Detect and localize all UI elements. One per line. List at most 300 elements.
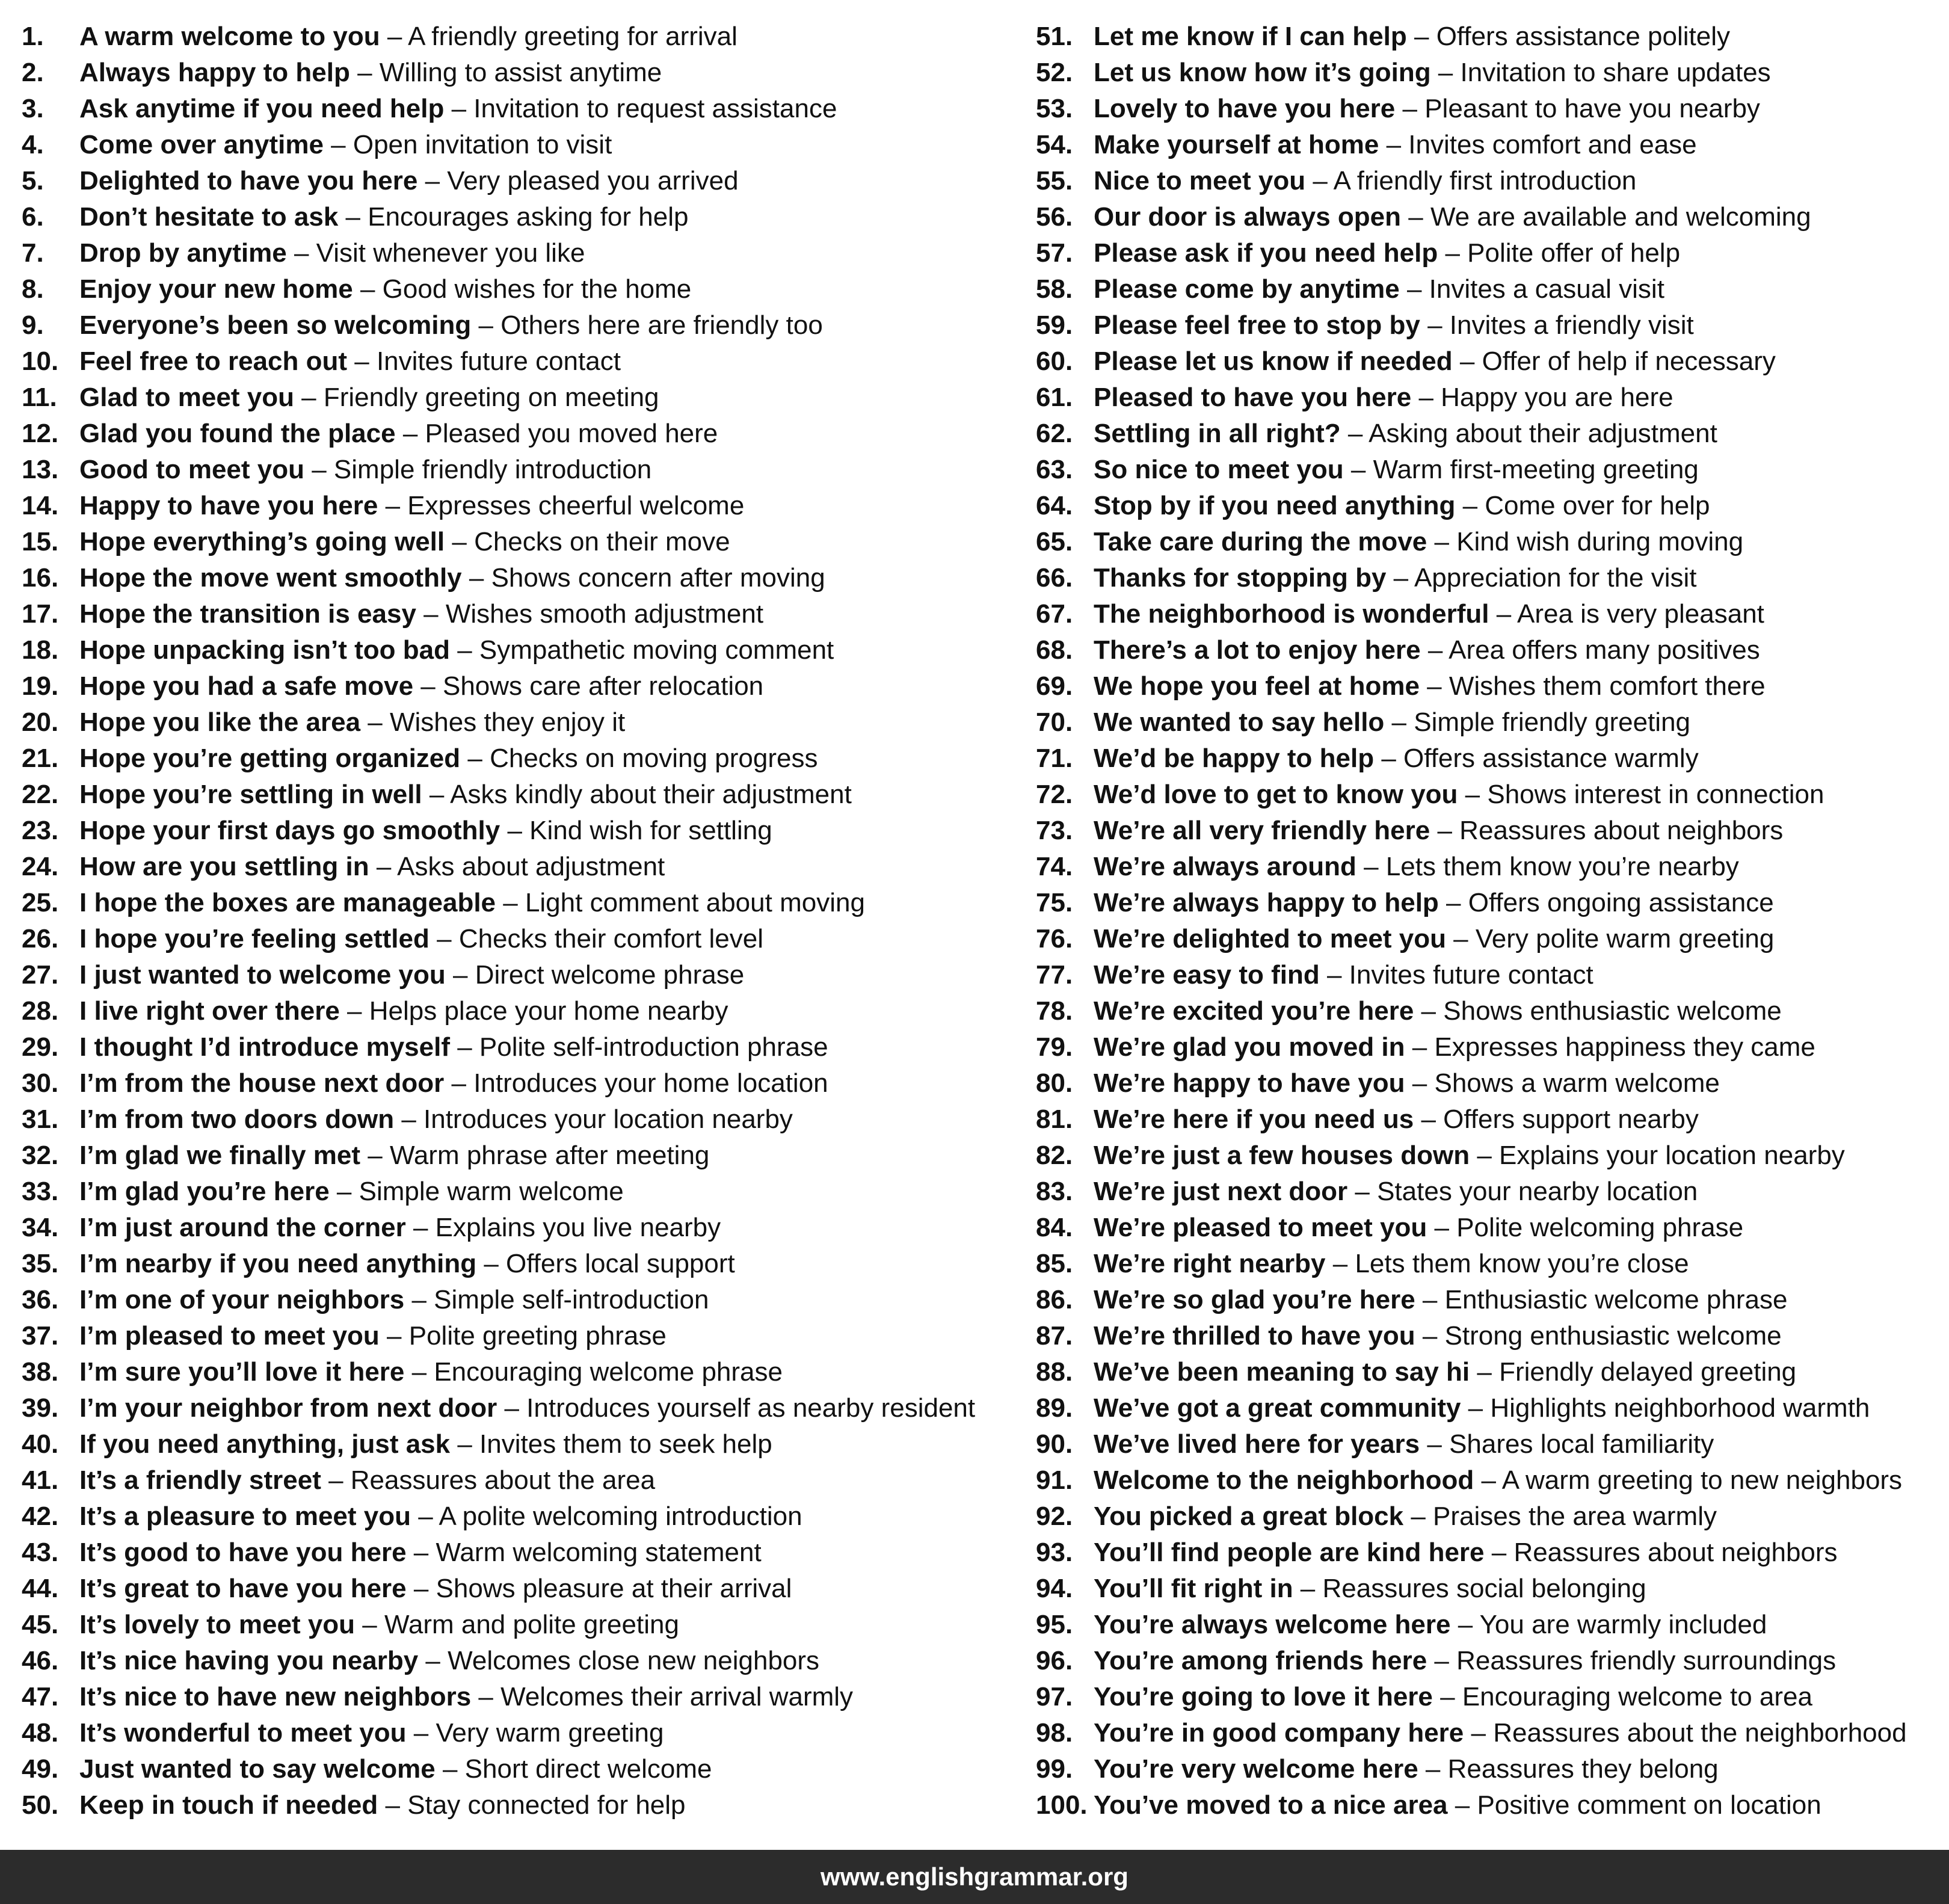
item-phrase: We’re so glad you’re here bbox=[1094, 1285, 1415, 1314]
item-separator: – bbox=[1411, 383, 1441, 412]
item-meaning: Reassures about neighbors bbox=[1459, 816, 1784, 845]
item-number: 60. bbox=[1036, 347, 1073, 376]
item-meaning: Polite welcoming phrase bbox=[1456, 1213, 1744, 1242]
list-item bbox=[22, 560, 1008, 596]
item-number: 82. bbox=[1036, 1141, 1073, 1170]
item-separator: – bbox=[1379, 130, 1409, 159]
list-item bbox=[1036, 1390, 1938, 1426]
list-item bbox=[1036, 452, 1938, 488]
item-phrase: It’s a pleasure to meet you bbox=[79, 1502, 411, 1531]
list-item bbox=[1036, 993, 1938, 1029]
item-separator: – bbox=[1461, 1393, 1491, 1423]
item-meaning: Kind wish for settling bbox=[529, 816, 772, 845]
item-separator: – bbox=[450, 1429, 480, 1459]
item-separator: – bbox=[1399, 274, 1429, 304]
item-phrase: I’m from two doors down bbox=[79, 1105, 395, 1134]
item-number: 63. bbox=[1036, 455, 1073, 484]
item-phrase: We’re right nearby bbox=[1094, 1249, 1326, 1278]
item-phrase: Stop by if you need anything bbox=[1094, 491, 1456, 520]
item-number: 12. bbox=[22, 419, 59, 448]
item-meaning: Asks kindly about their adjustment bbox=[450, 780, 852, 809]
item-separator: – bbox=[1450, 1610, 1480, 1639]
item-number: 96. bbox=[1036, 1646, 1073, 1675]
item-phrase: Welcome to the neighborhood bbox=[1094, 1465, 1474, 1495]
list-item bbox=[22, 741, 1008, 777]
item-separator: – bbox=[349, 58, 380, 87]
item-separator: – bbox=[416, 599, 446, 629]
item-separator: – bbox=[1455, 491, 1485, 520]
item-meaning: Short direct welcome bbox=[464, 1754, 712, 1784]
item-number: 51. bbox=[1036, 22, 1073, 51]
item-number: 38. bbox=[22, 1357, 59, 1387]
item-meaning: Good wishes for the home bbox=[382, 274, 692, 304]
item-meaning: Encouraging welcome phrase bbox=[434, 1357, 783, 1387]
item-number: 47. bbox=[22, 1682, 59, 1711]
item-phrase: Drop by anytime bbox=[79, 238, 287, 268]
item-meaning: Positive comment on location bbox=[1477, 1790, 1821, 1820]
item-meaning: Very pleased you arrived bbox=[447, 166, 739, 196]
item-phrase: I thought I’d introduce myself bbox=[79, 1032, 450, 1062]
list-item bbox=[22, 1246, 1008, 1282]
item-number: 31. bbox=[22, 1105, 59, 1134]
item-phrase: You’re among friends here bbox=[1094, 1646, 1427, 1675]
item-number: 2. bbox=[22, 58, 44, 87]
item-separator: – bbox=[1405, 1068, 1435, 1098]
item-number: 95. bbox=[1036, 1610, 1073, 1639]
phrase-list-left bbox=[22, 19, 1008, 1823]
list-item bbox=[1036, 1751, 1938, 1787]
list-item bbox=[1036, 524, 1938, 560]
item-separator: – bbox=[406, 1718, 436, 1748]
item-separator: – bbox=[378, 491, 408, 520]
item-phrase: Please let us know if needed bbox=[1094, 347, 1453, 376]
item-separator: – bbox=[1347, 1177, 1378, 1206]
item-number: 28. bbox=[22, 996, 59, 1026]
list-item bbox=[22, 813, 1008, 849]
item-meaning: Very warm greeting bbox=[436, 1718, 664, 1748]
item-meaning: You are warmly included bbox=[1479, 1610, 1767, 1639]
item-phrase: You’ll fit right in bbox=[1094, 1574, 1293, 1603]
list-item bbox=[22, 91, 1008, 127]
item-meaning: Willing to assist anytime bbox=[379, 58, 662, 87]
item-number: 85. bbox=[1036, 1249, 1073, 1278]
item-phrase: A warm welcome to you bbox=[79, 22, 380, 51]
item-meaning: Asking about their adjustment bbox=[1369, 419, 1717, 448]
item-meaning: Shares local familiarity bbox=[1449, 1429, 1714, 1459]
list-item bbox=[22, 488, 1008, 524]
item-number: 93. bbox=[1036, 1538, 1073, 1567]
item-phrase: You picked a great block bbox=[1094, 1502, 1404, 1531]
item-number: 86. bbox=[1036, 1285, 1073, 1314]
list-item bbox=[22, 668, 1008, 704]
item-separator: – bbox=[286, 238, 316, 268]
item-number: 91. bbox=[1036, 1465, 1073, 1495]
item-separator: – bbox=[353, 274, 383, 304]
list-item bbox=[1036, 1065, 1938, 1101]
list-item bbox=[22, 199, 1008, 235]
item-number: 90. bbox=[1036, 1429, 1073, 1459]
item-separator: – bbox=[323, 130, 353, 159]
item-separator: – bbox=[471, 310, 501, 340]
item-separator: – bbox=[1420, 310, 1450, 340]
item-number: 87. bbox=[1036, 1321, 1073, 1351]
item-separator: – bbox=[378, 1790, 408, 1820]
item-separator: – bbox=[347, 347, 377, 376]
item-number: 6. bbox=[22, 202, 44, 232]
item-number: 100. bbox=[1036, 1790, 1088, 1820]
item-phrase: We’re always happy to help bbox=[1094, 888, 1439, 917]
item-meaning: Others here are friendly too bbox=[500, 310, 823, 340]
item-phrase: Hope you’re settling in well bbox=[79, 780, 422, 809]
list-item bbox=[22, 524, 1008, 560]
item-phrase: How are you settling in bbox=[79, 852, 369, 881]
list-item bbox=[1036, 344, 1938, 380]
item-number: 98. bbox=[1036, 1718, 1073, 1748]
item-number: 41. bbox=[22, 1465, 59, 1495]
item-separator: – bbox=[1374, 744, 1404, 773]
list-item bbox=[22, 993, 1008, 1029]
item-number: 1. bbox=[22, 22, 44, 51]
item-number: 75. bbox=[1036, 888, 1073, 917]
item-phrase: Hope you like the area bbox=[79, 707, 361, 737]
item-meaning: Warm first-meeting greeting bbox=[1373, 455, 1699, 484]
item-phrase: You’ve moved to a nice area bbox=[1094, 1790, 1448, 1820]
item-number: 37. bbox=[22, 1321, 59, 1351]
item-phrase: Feel free to reach out bbox=[79, 347, 348, 376]
item-number: 67. bbox=[1036, 599, 1073, 629]
item-number: 92. bbox=[1036, 1502, 1073, 1531]
list-item bbox=[1036, 777, 1938, 813]
item-phrase: I hope the boxes are manageable bbox=[79, 888, 496, 917]
item-number: 20. bbox=[22, 707, 59, 737]
item-phrase: We’ve lived here for years bbox=[1094, 1429, 1420, 1459]
item-meaning: Friendly greeting on meeting bbox=[323, 383, 659, 412]
item-separator: – bbox=[1430, 58, 1461, 87]
item-number: 15. bbox=[22, 527, 59, 556]
list-item bbox=[22, 1499, 1008, 1535]
item-phrase: We’ve got a great community bbox=[1094, 1393, 1461, 1423]
item-meaning: Welcomes close new neighbors bbox=[448, 1646, 820, 1675]
item-meaning: Simple self-introduction bbox=[434, 1285, 709, 1314]
list-item bbox=[1036, 921, 1938, 957]
list-item bbox=[1036, 668, 1938, 704]
list-item bbox=[1036, 1607, 1938, 1643]
item-meaning: Encouraging welcome to area bbox=[1462, 1682, 1812, 1711]
item-meaning: States your nearby location bbox=[1377, 1177, 1698, 1206]
list-item bbox=[1036, 1499, 1938, 1535]
footer-bar bbox=[0, 1850, 1949, 1904]
list-item bbox=[1036, 1354, 1938, 1390]
item-number: 16. bbox=[22, 563, 59, 593]
item-meaning: Warm and polite greeting bbox=[384, 1610, 679, 1639]
item-phrase: You’re in good company here bbox=[1094, 1718, 1464, 1748]
item-phrase: You’re going to love it here bbox=[1094, 1682, 1433, 1711]
item-separator: – bbox=[422, 780, 451, 809]
item-separator: – bbox=[1438, 238, 1468, 268]
item-meaning: Offer of help if necessary bbox=[1482, 347, 1776, 376]
list-item bbox=[1036, 1246, 1938, 1282]
item-number: 25. bbox=[22, 888, 59, 917]
item-phrase: Pleased to have you here bbox=[1094, 383, 1412, 412]
item-meaning: Shows concern after moving bbox=[491, 563, 825, 593]
item-meaning: Reassures they belong bbox=[1447, 1754, 1719, 1784]
list-item bbox=[1036, 235, 1938, 271]
item-separator: – bbox=[1293, 1574, 1323, 1603]
item-phrase: Everyone’s been so welcoming bbox=[79, 310, 472, 340]
item-phrase: Hope you’re getting organized bbox=[79, 744, 461, 773]
list-item bbox=[1036, 1174, 1938, 1210]
item-number: 81. bbox=[1036, 1105, 1073, 1134]
item-separator: – bbox=[476, 1249, 506, 1278]
item-number: 57. bbox=[1036, 238, 1073, 268]
item-meaning: Happy you are here bbox=[1441, 383, 1673, 412]
list-item bbox=[22, 19, 1008, 55]
item-separator: – bbox=[1470, 1141, 1500, 1170]
item-separator: – bbox=[1430, 816, 1460, 845]
item-meaning: Offers assistance politely bbox=[1436, 22, 1730, 51]
item-phrase: I’m just around the corner bbox=[79, 1213, 406, 1242]
list-item bbox=[22, 1462, 1008, 1499]
item-separator: – bbox=[360, 707, 390, 737]
item-separator: – bbox=[1403, 1502, 1433, 1531]
item-meaning: Offers ongoing assistance bbox=[1468, 888, 1774, 917]
item-number: 56. bbox=[1036, 202, 1073, 232]
item-separator: – bbox=[411, 1502, 439, 1531]
list-item bbox=[22, 1065, 1008, 1101]
item-separator: – bbox=[496, 888, 525, 917]
item-phrase: It’s lovely to meet you bbox=[79, 1610, 356, 1639]
item-separator: – bbox=[406, 1574, 436, 1603]
item-number: 78. bbox=[1036, 996, 1073, 1026]
item-separator: – bbox=[1384, 707, 1414, 737]
item-phrase: Glad to meet you bbox=[79, 383, 294, 412]
item-phrase: Keep in touch if needed bbox=[79, 1790, 378, 1820]
item-number: 52. bbox=[1036, 58, 1073, 87]
item-number: 23. bbox=[22, 816, 59, 845]
item-meaning: Wishes them comfort there bbox=[1449, 671, 1766, 701]
item-meaning: Invitation to request assistance bbox=[473, 94, 837, 123]
item-separator: – bbox=[379, 1321, 409, 1351]
item-separator: – bbox=[497, 1393, 527, 1423]
item-meaning: Reassures about the area bbox=[350, 1465, 656, 1495]
item-phrase: Enjoy your new home bbox=[79, 274, 353, 304]
item-meaning: Encourages asking for help bbox=[368, 202, 689, 232]
item-phrase: Good to meet you bbox=[79, 455, 304, 484]
item-separator: – bbox=[417, 166, 448, 196]
item-number: 36. bbox=[22, 1285, 59, 1314]
item-number: 21. bbox=[22, 744, 59, 773]
item-number: 49. bbox=[22, 1754, 59, 1784]
list-item bbox=[1036, 1282, 1938, 1318]
item-number: 24. bbox=[22, 852, 59, 881]
list-item bbox=[22, 1282, 1008, 1318]
list-item bbox=[22, 344, 1008, 380]
item-phrase: Always happy to help bbox=[79, 58, 350, 87]
item-meaning: Helps place your home nearby bbox=[369, 996, 728, 1026]
list-item bbox=[1036, 632, 1938, 668]
item-separator: – bbox=[1438, 888, 1468, 917]
item-phrase: I’m glad you’re here bbox=[79, 1177, 330, 1206]
item-separator: – bbox=[1447, 1790, 1477, 1820]
list-item bbox=[1036, 741, 1938, 777]
item-number: 69. bbox=[1036, 671, 1073, 701]
item-meaning: Shows a warm welcome bbox=[1434, 1068, 1720, 1098]
list-item bbox=[1036, 1318, 1938, 1354]
item-phrase: I’m your neighbor from next door bbox=[79, 1393, 497, 1423]
item-number: 72. bbox=[1036, 780, 1073, 809]
item-number: 26. bbox=[22, 924, 59, 954]
item-phrase: Hope you had a safe move bbox=[79, 671, 414, 701]
list-item bbox=[1036, 1462, 1938, 1499]
item-number: 76. bbox=[1036, 924, 1073, 954]
list-item bbox=[1036, 1715, 1938, 1751]
item-number: 79. bbox=[1036, 1032, 1073, 1062]
item-number: 77. bbox=[1036, 960, 1073, 990]
item-separator: – bbox=[360, 1141, 390, 1170]
item-separator: – bbox=[1474, 1465, 1502, 1495]
item-number: 45. bbox=[22, 1610, 59, 1639]
list-item bbox=[1036, 1643, 1938, 1679]
item-meaning: We are available and welcoming bbox=[1430, 202, 1811, 232]
list-item bbox=[1036, 560, 1938, 596]
item-phrase: Happy to have you here bbox=[79, 491, 378, 520]
item-number: 8. bbox=[22, 274, 44, 304]
item-meaning: Expresses happiness they came bbox=[1434, 1032, 1815, 1062]
list-item bbox=[1036, 1138, 1938, 1174]
list-item bbox=[1036, 271, 1938, 307]
item-separator: – bbox=[404, 1285, 434, 1314]
list-item bbox=[1036, 1787, 1938, 1823]
list-item bbox=[1036, 957, 1938, 993]
item-separator: – bbox=[1414, 996, 1444, 1026]
item-separator: – bbox=[1427, 527, 1457, 556]
item-phrase: I hope you’re feeling settled bbox=[79, 924, 430, 954]
list-item bbox=[22, 1643, 1008, 1679]
item-phrase: Thanks for stopping by bbox=[1094, 563, 1387, 593]
list-item bbox=[22, 1101, 1008, 1138]
item-number: 80. bbox=[1036, 1068, 1073, 1098]
item-number: 29. bbox=[22, 1032, 59, 1062]
item-separator: – bbox=[413, 671, 443, 701]
item-separator: – bbox=[355, 1610, 384, 1639]
item-meaning: Shows care after relocation bbox=[442, 671, 764, 701]
list-item bbox=[1036, 1679, 1938, 1715]
item-meaning: Offers support nearby bbox=[1443, 1105, 1699, 1134]
item-separator: – bbox=[329, 1177, 359, 1206]
item-number: 34. bbox=[22, 1213, 59, 1242]
item-phrase: Glad you found the place bbox=[79, 419, 396, 448]
item-phrase: I’m pleased to meet you bbox=[79, 1321, 380, 1351]
item-meaning: Pleased you moved here bbox=[425, 419, 718, 448]
list-item bbox=[1036, 596, 1938, 632]
item-meaning: Reassures about neighbors bbox=[1513, 1538, 1838, 1567]
item-number: 66. bbox=[1036, 563, 1073, 593]
list-item bbox=[1036, 199, 1938, 235]
item-meaning: Direct welcome phrase bbox=[475, 960, 745, 990]
item-meaning: Invites them to seek help bbox=[479, 1429, 772, 1459]
item-separator: – bbox=[1414, 1105, 1444, 1134]
item-phrase: Hope the move went smoothly bbox=[79, 563, 462, 593]
item-separator: – bbox=[500, 816, 530, 845]
item-number: 33. bbox=[22, 1177, 59, 1206]
item-phrase: Take care during the move bbox=[1094, 527, 1427, 556]
item-meaning: Area offers many positives bbox=[1449, 635, 1760, 665]
item-number: 73. bbox=[1036, 816, 1073, 845]
item-separator: – bbox=[1432, 1682, 1462, 1711]
item-phrase: It’s nice having you nearby bbox=[79, 1646, 419, 1675]
item-phrase: Please come by anytime bbox=[1094, 274, 1400, 304]
item-number: 61. bbox=[1036, 383, 1073, 412]
item-meaning: Appreciation for the visit bbox=[1414, 563, 1697, 593]
item-separator: – bbox=[445, 527, 475, 556]
item-phrase: You’ll find people are kind here bbox=[1094, 1538, 1485, 1567]
item-phrase: We hope you feel at home bbox=[1094, 671, 1420, 701]
list-item bbox=[22, 1751, 1008, 1787]
item-number: 74. bbox=[1036, 852, 1073, 881]
item-meaning: Polite offer of help bbox=[1467, 238, 1681, 268]
list-item bbox=[1036, 1535, 1938, 1571]
item-meaning: Explains your location nearby bbox=[1499, 1141, 1845, 1170]
item-separator: – bbox=[404, 1357, 434, 1387]
item-separator: – bbox=[1427, 1213, 1457, 1242]
list-item bbox=[22, 1174, 1008, 1210]
item-meaning: Sympathetic moving comment bbox=[479, 635, 834, 665]
item-separator: – bbox=[1343, 455, 1373, 484]
item-number: 42. bbox=[22, 1502, 59, 1531]
list-item bbox=[22, 1715, 1008, 1751]
item-number: 11. bbox=[22, 383, 57, 412]
item-number: 68. bbox=[1036, 635, 1073, 665]
item-phrase: I’m glad we finally met bbox=[79, 1141, 361, 1170]
item-separator: – bbox=[450, 1032, 479, 1062]
item-meaning: Wishes smooth adjustment bbox=[445, 599, 764, 629]
item-separator: – bbox=[1305, 166, 1334, 196]
list-item bbox=[1036, 1426, 1938, 1462]
list-item bbox=[22, 1210, 1008, 1246]
item-number: 27. bbox=[22, 960, 59, 990]
item-number: 43. bbox=[22, 1538, 59, 1567]
item-phrase: I just wanted to welcome you bbox=[79, 960, 446, 990]
item-separator: – bbox=[450, 635, 479, 665]
item-number: 3. bbox=[22, 94, 44, 123]
item-phrase: Hope your first days go smoothly bbox=[79, 816, 500, 845]
item-separator: – bbox=[1340, 419, 1369, 448]
list-item bbox=[22, 921, 1008, 957]
item-separator: – bbox=[1484, 1538, 1514, 1567]
item-phrase: Nice to meet you bbox=[1094, 166, 1306, 196]
item-phrase: It’s nice to have new neighbors bbox=[79, 1682, 472, 1711]
item-meaning: Reassures friendly surroundings bbox=[1456, 1646, 1837, 1675]
item-phrase: You’re very welcome here bbox=[1094, 1754, 1418, 1784]
list-item bbox=[1036, 704, 1938, 741]
footer-website: www.englishgrammar.org bbox=[821, 1862, 1128, 1891]
item-meaning: Checks on their move bbox=[474, 527, 730, 556]
item-phrase: Make yourself at home bbox=[1094, 130, 1379, 159]
item-separator: – bbox=[304, 455, 334, 484]
item-number: 9. bbox=[22, 310, 44, 340]
list-item bbox=[1036, 488, 1938, 524]
list-item bbox=[22, 1354, 1008, 1390]
item-phrase: Hope the transition is easy bbox=[79, 599, 416, 629]
item-meaning: Invitation to share updates bbox=[1460, 58, 1771, 87]
item-separator: – bbox=[435, 1754, 465, 1784]
item-separator: – bbox=[1452, 347, 1482, 376]
list-item bbox=[1036, 19, 1938, 55]
list-item bbox=[22, 452, 1008, 488]
item-number: 19. bbox=[22, 671, 59, 701]
list-item bbox=[22, 957, 1008, 993]
list-item bbox=[1036, 307, 1938, 344]
